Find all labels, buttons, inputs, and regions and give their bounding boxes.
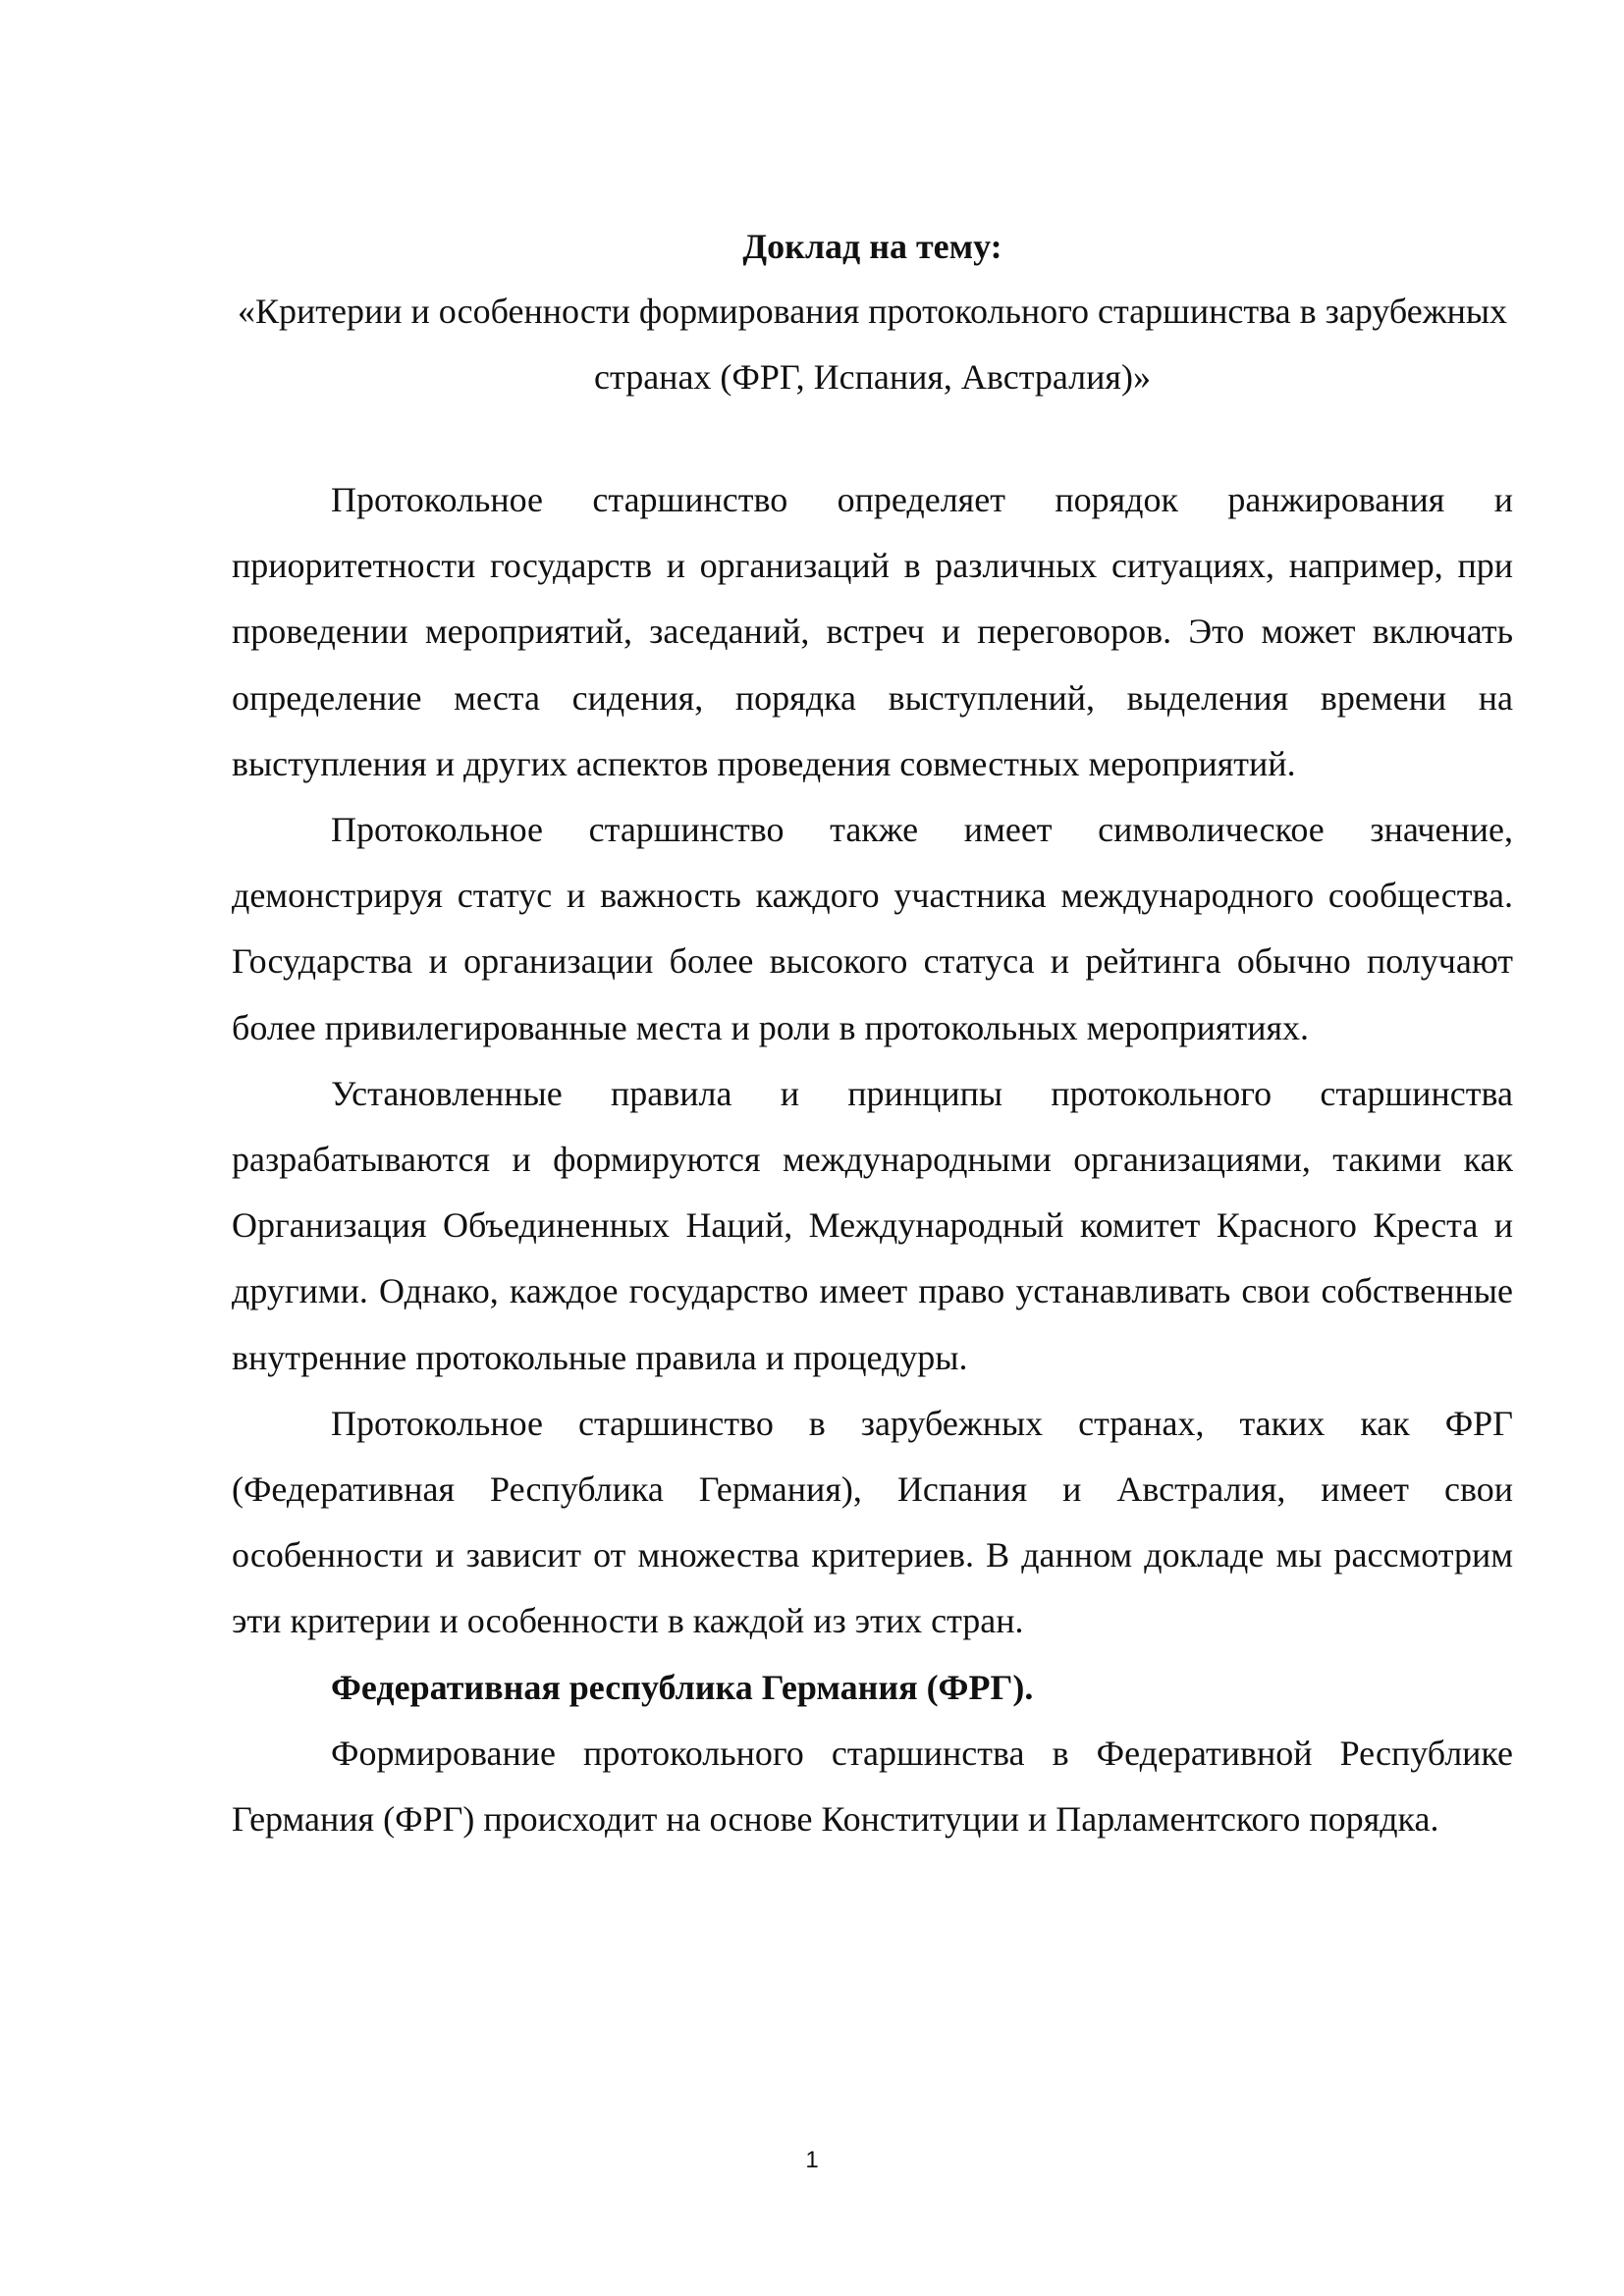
paragraph-4: Протокольное старшинство в зарубежных странах, таких как ФРГ (Федеративная Республика Германия), Испания и Австралия, имеет свои особенности и зависит от множества критериев. В данном докладе мы рассмотрим эти критерии и особенности в каждой из этих стран. (232, 1403, 1513, 1641)
paragraph-3: Установленные правила и принципы протокольного старшинства разрабатываются и формируются международными организациями, такими как Организация Объединенных Наций, Международный комитет Красного Креста и другими. Однако, каждое государство имеет право устанавливать свои собственные внутренние протокольные правила и процедуры. (232, 1073, 1513, 1377)
page-number: 1 (805, 2147, 819, 2173)
page-content (232, 214, 1513, 1852)
paragraph-2: Протокольное старшинство также имеет символическое значение, демонстрируя статус и важность каждого участника международного сообщества. Государства и организации более высокого статуса и рейтинга обычно получают более привилегированные места и роли в протокольных мероприятиях. (232, 810, 1513, 1047)
document-title: Доклад на тему: (742, 227, 1002, 266)
section-paragraph-germany: Формирование протокольного старшинства в Федеративной Республике Германия (ФРГ) происходит на основе Конституции и Парламентского порядка. (232, 1733, 1513, 1840)
document-body (232, 467, 1513, 1852)
section-heading-germany: Федеративная республика Германия (ФРГ). (331, 1667, 1034, 1707)
document-subtitle: «Критерии и особенности формирования протокольного старшинства в зарубежных странах (ФРГ, Испания, Австралия)» (237, 292, 1508, 397)
paragraph-1: Протокольное старшинство определяет порядок ранжирования и приоритетности государств и организаций в различных ситуациях, например, при проведении мероприятий, заседаний, встреч и переговоров. Это может включать определение места сидения, порядка выступлений, выделения времени на выступления и других аспектов проведения совместных мероприятий. (232, 480, 1513, 783)
